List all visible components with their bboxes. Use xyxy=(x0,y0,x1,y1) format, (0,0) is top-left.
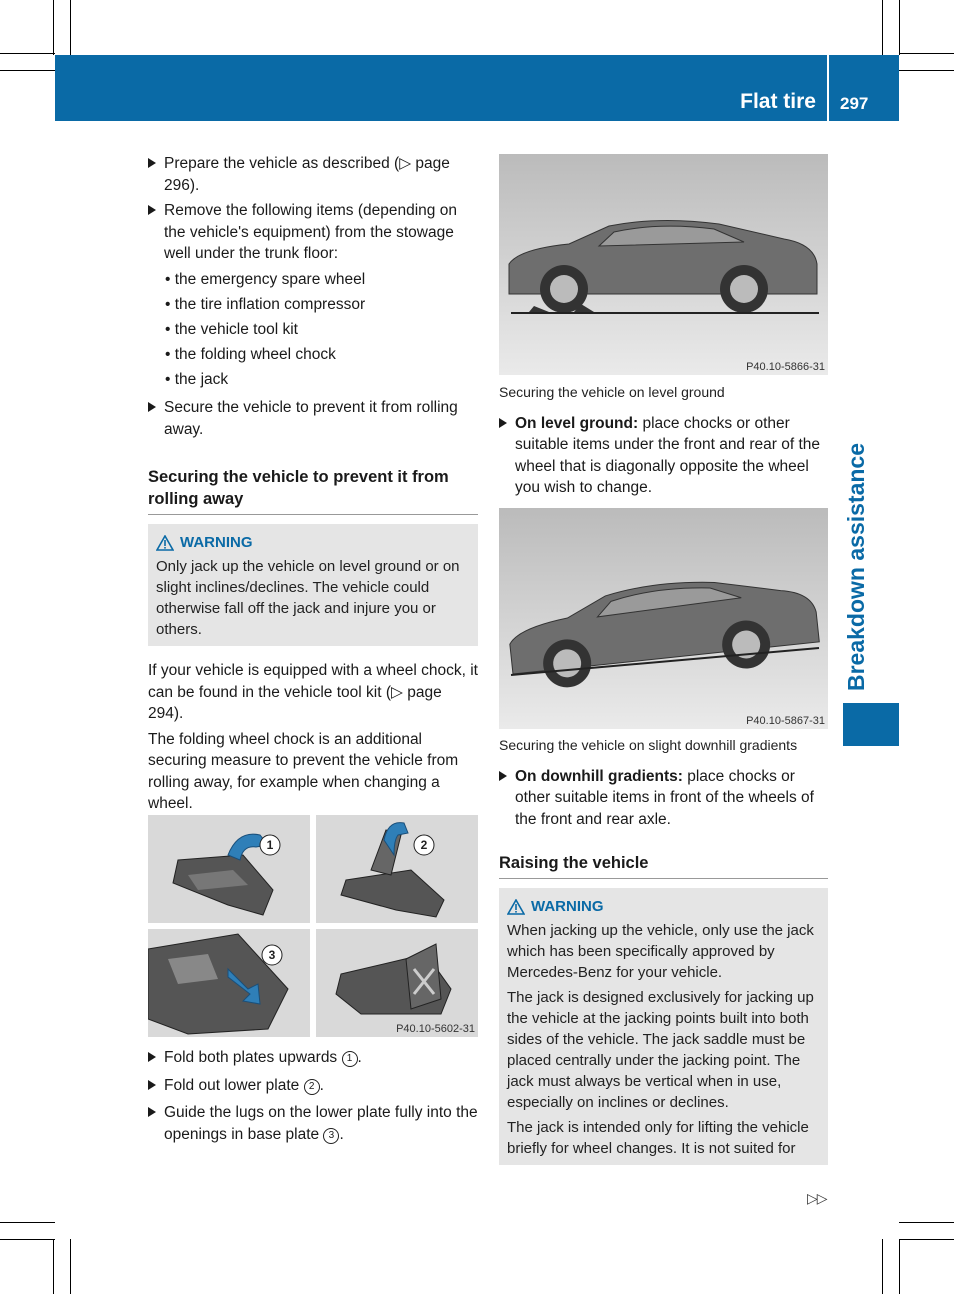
warning-box xyxy=(499,888,828,1165)
warning-triangle-icon xyxy=(507,899,525,915)
side-tab-label xyxy=(838,442,870,692)
step-guide-lugs: Guide the lugs on the lower plate fully into the openings in base plate 3 . xyxy=(148,1102,478,1145)
chock-step4-illustration xyxy=(316,929,478,1037)
items-list xyxy=(148,269,478,391)
crop-mark xyxy=(53,0,54,55)
car-level-figure xyxy=(499,154,828,375)
side-tab-block xyxy=(843,703,899,746)
left-column xyxy=(148,153,478,819)
warning-title xyxy=(507,896,820,917)
list-item: • the folding wheel chock xyxy=(165,345,336,363)
page-number: 297 xyxy=(840,94,869,113)
figure-code: P40.10-5602-31 xyxy=(396,1023,475,1035)
step-arrow-icon xyxy=(148,158,156,168)
side-tab-text: Breakdown assistance xyxy=(843,442,869,692)
list-item: • the vehicle tool kit xyxy=(165,320,298,338)
step-text: Remove the following items (depending on the vehicle's equipment) from the stowage well under the trunk floor: xyxy=(164,202,457,262)
crop-mark xyxy=(70,0,71,55)
step-downhill xyxy=(499,766,828,831)
step-fold-lower-plate: Fold out lower plate 2 . xyxy=(148,1075,478,1097)
step-text: Secure the vehicle to prevent it from rolling away. xyxy=(164,399,458,438)
step-label: On level ground: xyxy=(515,414,639,432)
header-divider xyxy=(827,55,829,121)
callout-ref-2: 2 xyxy=(304,1079,320,1095)
step-secure xyxy=(148,397,478,440)
list-item: • the jack xyxy=(165,370,229,388)
crop-mark xyxy=(899,1239,954,1240)
crop-mark xyxy=(899,0,900,55)
crop-mark xyxy=(70,1239,71,1294)
step-text: Fold out lower plate xyxy=(164,1076,300,1094)
step-text: place chocks or other suitable items in front of the wheels of the front and rear axle. xyxy=(515,767,814,828)
crop-mark xyxy=(0,1222,55,1223)
figure-caption: Securing the vehicle on level ground xyxy=(499,384,725,400)
step-remove-items xyxy=(148,200,478,265)
left-column-steps xyxy=(148,1047,478,1149)
step-arrow-icon xyxy=(148,402,156,412)
step-text: place chocks or other suitable items under the front and rear of the wheel that is diagonally opposite the wheel you wish to change. xyxy=(515,414,821,496)
crop-mark xyxy=(0,53,55,54)
chock-step2-illustration xyxy=(316,815,478,923)
warning-text: The jack is designed exclusively for jacking up the vehicle at the jacking points built into both sides of the vehicle. The jack saddle must be placed centrally under the jacking point. The jack must always be vertical when in use, especially on inclines or declines. xyxy=(507,989,814,1111)
warning-text: When jacking up the vehicle, only use the jack which has been specifically approved by Mercedes-Benz for your vehicle. xyxy=(507,922,814,981)
list-item: • the tire inflation compressor xyxy=(165,295,366,313)
warning-text: The jack is intended only for lifting the vehicle briefly for wheel changes. It is not suited for xyxy=(507,1119,809,1157)
warning-box xyxy=(148,524,478,646)
figure-panel-3 xyxy=(148,929,310,1037)
step-arrow-icon xyxy=(148,1080,156,1090)
crop-mark xyxy=(899,53,954,54)
figure-code: P40.10-5866-31 xyxy=(746,361,825,373)
step-arrow-icon xyxy=(499,771,507,781)
warning-label: WARNING xyxy=(531,898,604,915)
paragraph: The folding wheel chock is an additional securing measure to prevent the vehicle from rolling away, for example when changing a wheel. xyxy=(148,730,459,812)
wheel-chock-figure xyxy=(148,815,478,1037)
crop-mark xyxy=(0,70,55,71)
crop-mark xyxy=(0,1239,55,1240)
figure-code: P40.10-5867-31 xyxy=(746,715,825,727)
crop-mark xyxy=(899,1222,954,1223)
warning-text: Only jack up the vehicle on level ground or on slight inclines/declines. The vehicle could otherwise fall off the jack and injure you or others. xyxy=(156,558,460,638)
step-prepare xyxy=(148,153,478,196)
callout-1: 1 xyxy=(266,838,274,852)
step-arrow-icon xyxy=(499,418,507,428)
callout-ref-1: 1 xyxy=(342,1051,358,1067)
step-label: On downhill gradients: xyxy=(515,767,683,785)
step-text: Guide the lugs on the lower plate fully into the openings in base plate xyxy=(164,1104,478,1143)
chock-step3-illustration xyxy=(148,929,310,1037)
warning-label: WARNING xyxy=(180,534,253,551)
chock-step1-illustration xyxy=(148,815,310,923)
right-column-lower xyxy=(499,735,828,1165)
figure-panel-1 xyxy=(148,815,310,923)
step-arrow-icon xyxy=(148,1107,156,1117)
car-downhill-illustration xyxy=(499,508,828,729)
crop-mark xyxy=(882,1239,883,1294)
step-fold-plates: Fold both plates upwards 1 . xyxy=(148,1047,478,1069)
callout-3: 3 xyxy=(268,948,276,962)
step-arrow-icon xyxy=(148,205,156,215)
figure-panel-4 xyxy=(316,929,478,1037)
crop-mark xyxy=(53,1239,54,1294)
step-level-ground xyxy=(499,413,828,499)
car-level-illustration xyxy=(499,154,828,375)
crop-mark xyxy=(899,1239,900,1294)
right-column-upper xyxy=(499,382,828,503)
car-downhill-figure xyxy=(499,508,828,729)
warning-title xyxy=(156,532,470,553)
section-heading: Raising the vehicle xyxy=(499,852,828,879)
continue-mark: ▷▷ xyxy=(807,1190,827,1206)
callout-ref-3: 3 xyxy=(323,1128,339,1144)
figure-panel-2 xyxy=(316,815,478,923)
side-tab-label-svg xyxy=(838,442,870,692)
section-title: Flat tire xyxy=(740,90,816,113)
warning-triangle-icon xyxy=(156,535,174,551)
figure-caption: Securing the vehicle on slight downhill gradients xyxy=(499,737,798,753)
step-text: Fold both plates upwards xyxy=(164,1049,338,1066)
crop-mark xyxy=(899,70,954,71)
section-heading: Securing the vehicle to prevent it from rolling away xyxy=(148,466,478,515)
step-arrow-icon xyxy=(148,1052,156,1062)
paragraph: If your vehicle is equipped with a wheel chock, it can be found in the vehicle tool kit (▷ page 294). xyxy=(148,662,478,722)
list-item: • the emergency spare wheel xyxy=(165,270,366,288)
step-text: Prepare the vehicle as described (▷ page 296). xyxy=(164,155,450,194)
callout-2: 2 xyxy=(420,838,428,852)
crop-mark xyxy=(882,0,883,55)
